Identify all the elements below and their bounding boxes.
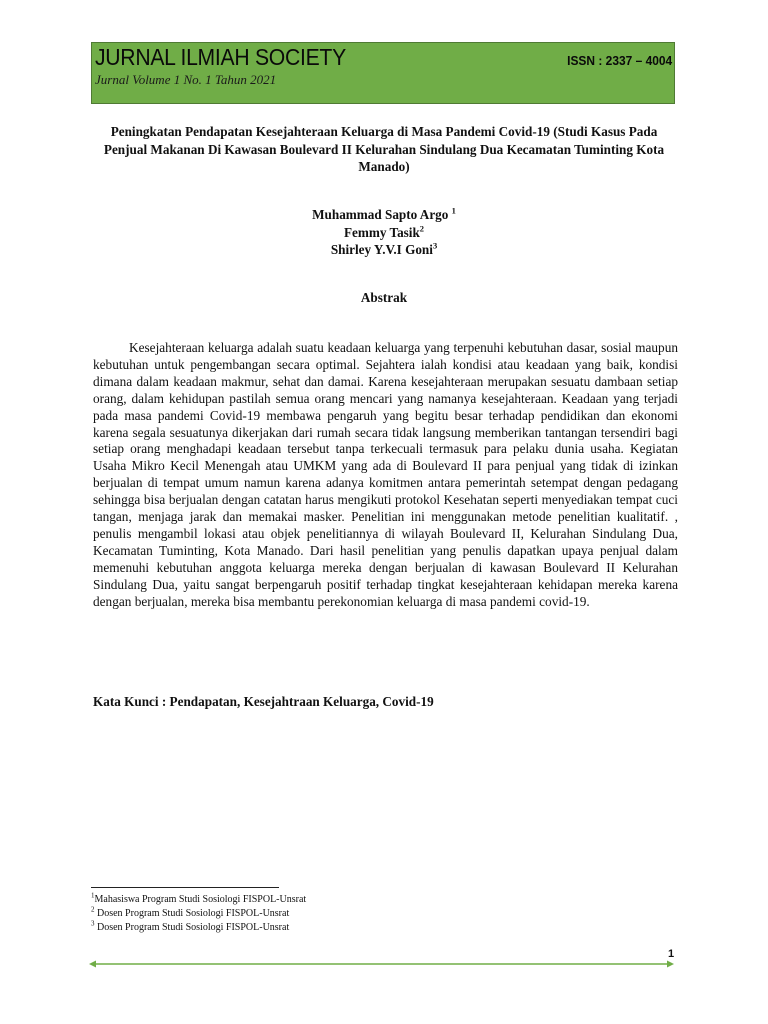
journal-name: JURNAL ILMIAH SOCIETY: [95, 44, 346, 70]
footnote-1: [91, 893, 591, 907]
affiliation-mark: 1: [451, 205, 456, 216]
left-arrowhead-icon: [89, 961, 96, 968]
journal-header-banner: [91, 42, 675, 104]
affiliation-mark: 3: [432, 240, 438, 251]
author-name: Muhammad Sapto Argo: [312, 207, 449, 222]
footnotes: [91, 893, 591, 935]
keywords: Kata Kunci : Pendapatan, Kesejahtraan Keluarga, Covid-19: [93, 694, 434, 709]
footnote-separator: [91, 887, 279, 888]
footer-arrow-rule: [89, 958, 674, 970]
author-name: Shirley Y.V.I Goni: [330, 242, 433, 257]
abstract-text: Kesejahteraan keluarga adalah suatu keadaan keluarga yang terpenuhi kebutuhan dasar, sosial maupun kebutuhan untuk pengembangan secara optimal. Sejahtera ialah kondisi atau keadaan yang baik, kondisi dimana dalam keadaan makmur, sehat dan damai. Karena kesejahteraan merupakan sesuatu dambaan setiap orang, dalam kehidupan pastilah semua orang mencari yang namanya kesejahteraan. Keadaan yang terjadi pada masa pandemi Covid-19 membawa pengaruh yang begitu besar terhadap pendidikan dan ekonomi karena segala sesuatunya dikerjakan dari rumah secara tidak langsung memberikan tantangan tersendiri bagi setiap orang menghadapi keadaan tersebut tanpa terkecuali termasuk para pelaku dunia usaha. Kegiatan Usaha Mikro Kecil Menengah atau UMKM yang ada di Boulevard II para penjual yang tidak di izinkan berjualan di tempat umum namun karena adanya komitmen antara pemerintah setempat dengan pedagang sehingga bisa berjualan dengan catatan harus mengikuti protokol Kesehatan seperti menyediakan tempat cuci tangan, menjaga jarak dan memakai masker. Penelitian ini menggunakan metode penelitian kualitatif. , penulis mengambil lokasi atau objek penelitiannya di wilayah Boulevard II, Kelurahan Sindulang Dua, Kecamatan Tuminting, Kota Manado. Dari hasil penelitian yang penulis dapatkan upaya penjual dalam memenuhi kebutuhan anggota keluarga mereka dengan berjualan di kawasan Boulevard II Kelurahan Sindulang Dua, yaitu sangat berpengaruh positif terhadap tingkat kesejahteraan kehidapan mereka karena dengan berjualan, mereka bisa membantu perekonomian keluarga di masa pandemi covid-19.: [93, 340, 678, 609]
issn-label: ISSN : 2337 – 4004: [566, 53, 672, 68]
author-1: [95, 206, 673, 224]
footnote-text: Dosen Program Studi Sosiologi FISPOL-Unsrat: [94, 908, 290, 919]
abstract-heading: Abstrak: [360, 290, 408, 305]
author-2: [95, 224, 673, 242]
journal-volume: Jurnal Volume 1 No. 1 Tahun 2021: [95, 72, 277, 87]
article-title: Peningkatan Pendapatan Kesejahteraan Keluarga di Masa Pandemi Covid-19 (Studi Kasus Pada Penjual Makanan Di Kawasan Boulevard II Kelurahan Sindulang Dua Kecamatan Tuminting Kota Manado): [103, 124, 665, 174]
footnote-mark: 3: [91, 919, 95, 928]
footnote-mark: 2: [91, 905, 95, 914]
author-list: [95, 206, 673, 259]
footnote-mark: 1: [91, 891, 95, 900]
footnote-text: Dosen Program Studi Sosiologi FISPOL-Unsrat: [94, 922, 290, 933]
author-name: Femmy Tasik: [343, 224, 420, 240]
footnote-2: [91, 907, 591, 921]
right-arrowhead-icon: [667, 961, 674, 968]
author-3: [95, 241, 673, 259]
page-number: 1: [668, 948, 675, 960]
footnote-3: [91, 921, 591, 935]
footnote-text: Mahasiswa Program Studi Sosiologi FISPOL-Unsrat: [94, 894, 307, 905]
affiliation-mark: 2: [419, 223, 425, 234]
